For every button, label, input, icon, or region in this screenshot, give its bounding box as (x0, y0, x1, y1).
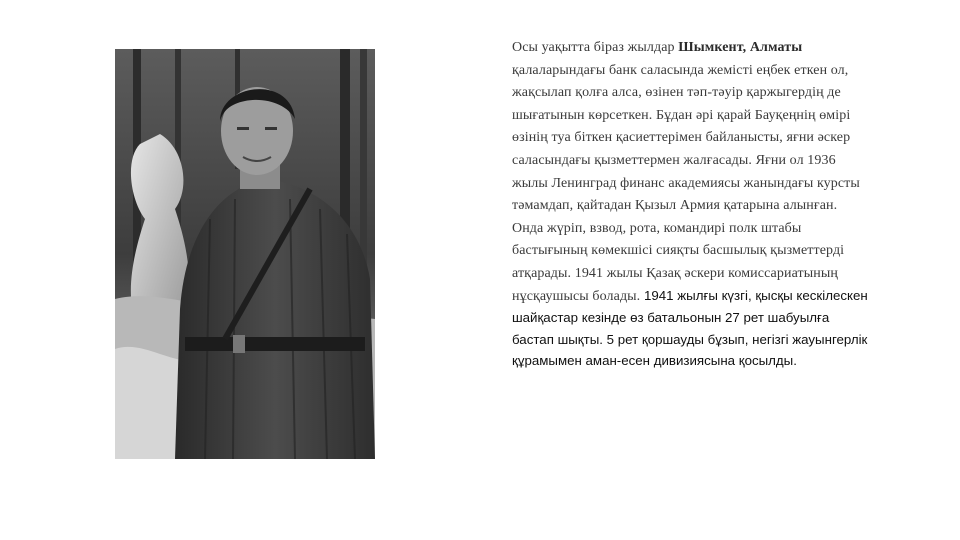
biography-paragraph-part1 (512, 40, 860, 304)
biography-paragraph-part2: 1941 жылғы күзгі, қысқы кескілескен шайқастар кезінде өз батальонын 27 рет шабуылға бастап шықты. 5 рет қоршауды бұзып, негізгі жауынгерлік құрамымен аман-есен дивизиясына қосылды. (512, 287, 868, 369)
portrait-photo-icon (115, 49, 375, 459)
text-part1-before: Осы уақытта біраз жылдар (512, 40, 679, 55)
portrait-photo (115, 49, 375, 459)
text-block (512, 36, 872, 372)
text-part1-after: қалаларындағы банк саласында жемісті еңбек еткен ол, жақсылап қолға алса, өзінен тәп-тәуір қаржыгердің де шығатынын көрсеткен. Бұдан әрі қарай Бауқеңнің өмірі өзінің туа біткен қасиеттерімен байланысты, яғни әскер саласындағы қызметтермен жалғасады. Яғни ол 1936 жылы Ленинград финанс академиясы жанындағы курсты тәмамдап, қайтадан Қызыл Армия қатарына алынған. Онда жүріп, взвод, рота, командирі полк штабы бастығының көмекшісі сияқты басшылық қызметтерді атқарады. 1941 жылы Қазақ әскери комиссариатының нұсқаушысы болады. (512, 62, 860, 304)
text-bold-cities: Шымкент, Алматы (678, 40, 803, 55)
